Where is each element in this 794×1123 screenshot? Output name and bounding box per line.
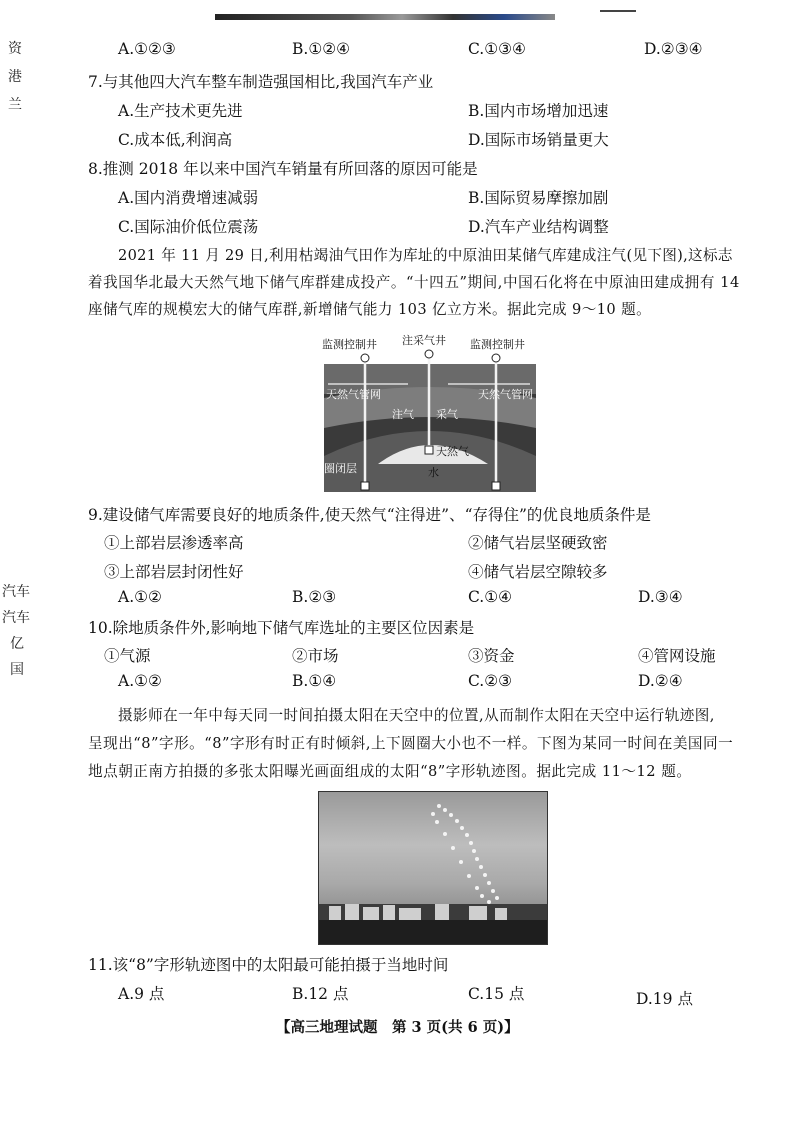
q6-option-b: B.①②④ xyxy=(292,40,351,58)
q9-stem: 9.建设储气库需要良好的地质条件,使天然气“注得进”、“存得住”的优良地质条件是 xyxy=(88,506,651,524)
q7-stem: 7.与其他四大汽车整车制造强国相比,我国汽车产业 xyxy=(88,73,434,91)
q6-option-a: A.①②③ xyxy=(118,40,176,58)
label-left-well: 监测控制井 xyxy=(322,338,377,351)
q7-option-c: C.成本低,利润高 xyxy=(118,131,233,149)
q8-option-a: A.国内消费增速减弱 xyxy=(118,189,259,207)
q9-item: ①上部岩层渗透率高 xyxy=(104,534,244,552)
q8-option-c: C.国际油价低位震荡 xyxy=(118,218,259,236)
q6-option-c: C.①③④ xyxy=(468,40,526,58)
margin-note: 汽车 xyxy=(2,584,30,600)
q10-option-c: C.②③ xyxy=(468,672,513,690)
q11-option-a: A.9 点 xyxy=(118,985,165,1003)
label-inject: 注气 xyxy=(392,408,414,421)
q9-item: ④储气岩层空隙较多 xyxy=(468,563,608,581)
foreground xyxy=(319,920,547,944)
q11-option-d: D.19 点 xyxy=(636,990,693,1008)
q9-item: ②储气岩层坚硬致密 xyxy=(468,534,608,552)
analemma-svg xyxy=(319,792,547,944)
label-pipe-right: 天然气管网 xyxy=(478,388,533,401)
margin-note: 港 xyxy=(8,69,22,85)
q8-option-b: B.国际贸易摩擦加剧 xyxy=(468,189,609,207)
gas-storage-diagram xyxy=(318,336,540,496)
margin-note: 兰 xyxy=(8,97,22,113)
q10-item: ①气源 xyxy=(104,647,151,665)
q9-option-c: C.①④ xyxy=(468,588,513,606)
q10-option-b: B.①④ xyxy=(292,672,337,690)
q9-option-d: D.③④ xyxy=(638,588,683,606)
q10-option-d: D.②④ xyxy=(638,672,683,690)
q11-stem: 11.该“8”字形轨迹图中的太阳最可能拍摄于当地时间 xyxy=(88,956,449,974)
passage1-line: 座储气库的规模宏大的储气库群,新增储气能力 103 亿立方米。据此完成 9～10 题。 xyxy=(88,301,652,318)
passage1-line: 2021 年 11 月 29 日,利用枯竭油气田作为库址的中原油田某储气库建成注气(见下图),这标志 xyxy=(118,247,733,264)
passage2-line: 呈现出“8”字形。“8”字形有时正有时倾斜,上下圆圈大小也不一样。下图为某同一时间在美国同一 xyxy=(88,735,734,752)
q9-option-b: B.②③ xyxy=(292,588,337,606)
passage1-line: 着我国华北最大天然气地下储气库群建成投产。“十四五”期间,中国石化将在中原油田建成拥有 14 xyxy=(88,274,740,291)
q10-option-a: A.①② xyxy=(118,672,162,690)
analemma-photo xyxy=(318,791,548,945)
label-cap: 圈闭层 xyxy=(324,462,357,475)
q9-option-a: A.①② xyxy=(118,588,162,606)
right-well-tip xyxy=(492,482,500,490)
margin-note: 资 xyxy=(8,41,22,57)
label-extract: 采气 xyxy=(436,408,458,421)
q7-option-a: A.生产技术更先进 xyxy=(118,102,243,120)
sun-dots xyxy=(431,804,499,904)
q11-option-c: C.15 点 xyxy=(468,985,525,1003)
margin-note: 国 xyxy=(10,662,24,678)
left-well-head xyxy=(361,354,369,362)
label-right-well: 监测控制井 xyxy=(470,338,525,351)
passage2-line: 摄影师在一年中每天同一时间拍摄太阳在天空中的位置,从而制作太阳在天空中运行轨迹图, xyxy=(118,707,715,724)
q11-option-b: B.12 点 xyxy=(292,985,349,1003)
q6-option-d: D.②③④ xyxy=(644,40,703,58)
label-pipe-left: 天然气管网 xyxy=(326,388,381,401)
q7-option-b: B.国内市场增加迅速 xyxy=(468,102,609,120)
right-well-head xyxy=(492,354,500,362)
q8-stem: 8.推测 2018 年以来中国汽车销量有所回落的原因可能是 xyxy=(88,160,478,178)
label-gas: 天然气 xyxy=(436,445,469,458)
q10-item: ③资金 xyxy=(468,647,515,665)
q10-item: ④管网设施 xyxy=(638,647,716,665)
label-center-well: 注采气井 xyxy=(402,334,446,347)
header-mark xyxy=(600,10,636,22)
q10-item: ②市场 xyxy=(292,647,339,665)
q9-item: ③上部岩层封闭性好 xyxy=(104,563,244,581)
center-well-tip xyxy=(425,446,433,454)
passage2-line: 地点朝正南方拍摄的多张太阳曝光画面组成的太阳“8”字形轨迹图。据此完成 11～12 题。 xyxy=(88,763,692,780)
q10-stem: 10.除地质条件外,影响地下储气库选址的主要区位因素是 xyxy=(88,619,475,637)
page-footer: 【高三地理试题 第 3 页(共 6 页)】 xyxy=(276,1019,519,1036)
q8-option-d: D.汽车产业结构调整 xyxy=(468,218,609,236)
label-water: 水 xyxy=(428,466,439,479)
left-well-tip xyxy=(361,482,369,490)
q7-option-d: D.国际市场销量更大 xyxy=(468,131,609,149)
margin-note: 汽车 xyxy=(2,610,30,626)
margin-note: 亿 xyxy=(10,636,24,652)
center-well-head xyxy=(425,350,433,358)
header-rule xyxy=(215,14,555,20)
